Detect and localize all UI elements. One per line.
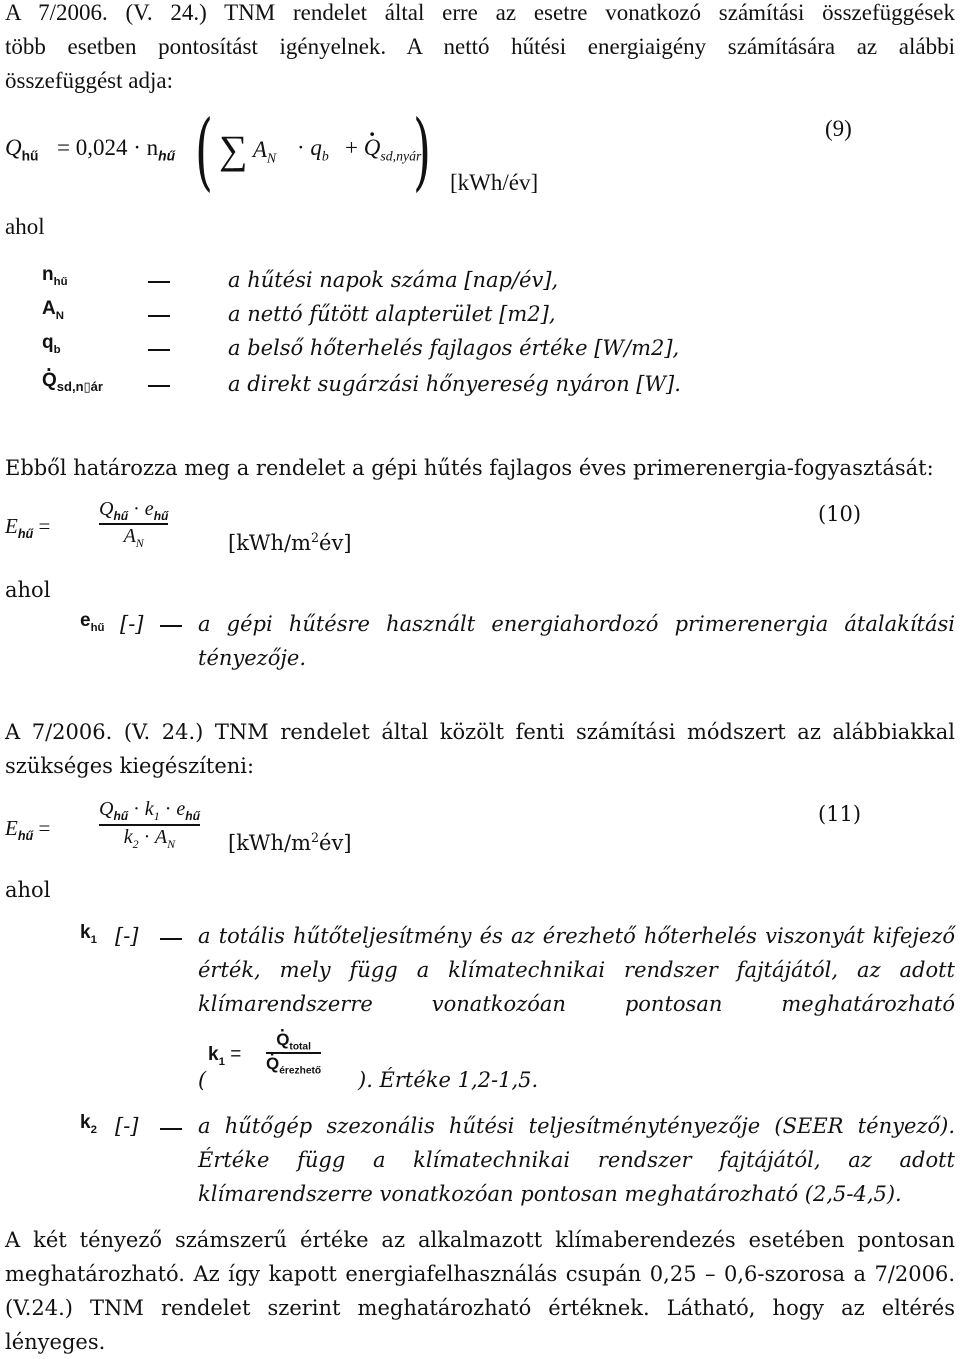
final-line-3: (V.24.) TNM rendelet szerint meghatározható értéknek. Látható, hogy az eltérés xyxy=(5,1296,955,1320)
def-k1-line-2: érték, mely függ a klímatechnikai rendszer fajtájától, az adott xyxy=(198,958,955,982)
def-q-b: a belső hőterhelés fajlagos értéke [W/m2], xyxy=(228,336,680,360)
intro-line-1: A 7/2006. (V. 24.) TNM rendelet által erre az esetre vonatkozó számítási összefüggések xyxy=(5,0,955,25)
bracket-k1: [-] xyxy=(115,924,139,948)
symbol-k1: $k_1$ xyxy=(80,922,97,946)
symbol-k2: $k_2$ xyxy=(80,1112,97,1136)
eq10-lhs: $E_{hű}$ = xyxy=(5,514,51,542)
def-k2-line-1: a hűtőgép szezonális hűtési teljesítménytényezője (SEER tényező). xyxy=(198,1114,955,1138)
symbol-n-hu: $n_{hű}$ xyxy=(42,264,68,288)
eq9-qsd: + · $Q_{sd,nyár}$ xyxy=(345,135,421,165)
final-line-4: lényeges. xyxy=(5,1330,106,1354)
eq11-number: (11) xyxy=(818,802,862,826)
def-k1-line-3: klímarendszerre vonatkozóan pontosan meghatározható xyxy=(198,992,955,1016)
eq11-numerator: $Q_{hű} \cdot k_1 \cdot e_{hű}$ xyxy=(99,798,200,823)
paragraph-3-line-1: A 7/2006. (V. 24.) TNM rendelet által közölt fenti számítási módszert az alábbiakkal xyxy=(5,720,955,744)
intro-line-2: több esetben pontosítást igényelnek. A nettó hűtési energiaigény számítására az alábbi xyxy=(5,34,955,59)
k1-inline-denominator: · $Q_{érezhető}$ xyxy=(266,1054,321,1076)
dash xyxy=(160,938,182,940)
k1-inline-fraction xyxy=(266,1030,321,1077)
eq11-denominator: $k_2 \cdot A_N$ xyxy=(123,826,176,851)
symbol-a-n: $A_N$ xyxy=(42,298,64,322)
dash xyxy=(148,385,170,387)
where-label-1: ahol xyxy=(5,214,45,239)
def-q-sd: a direkt sugárzási hőnyereség nyáron [W]. xyxy=(228,372,681,396)
dash xyxy=(148,349,170,351)
paragraph-2: Ebből határozza meg a rendelet a gépi hűtés fajlagos éves primerenergia-fogyasztását: xyxy=(5,456,934,480)
symbol-q-sd: · $Q_{sd,n▯ár}$ xyxy=(42,370,103,395)
symbol-e-hu: $e_{hű}$ xyxy=(80,610,105,634)
dash xyxy=(148,315,170,317)
def-k2-line-2: Értéke függ a klímatechnikai rendszer fajtájától, az adott xyxy=(198,1148,955,1172)
final-line-2: meghatározható. Az így kapott energiafelhasználás csupán 0,25 – 0,6-szorosa a 7/2006. xyxy=(5,1262,955,1286)
eq10-denominator: $A_N$ xyxy=(123,525,144,550)
eq9-lhs: $Q_{hű}$ xyxy=(5,135,39,164)
bracket-k2: [-] xyxy=(115,1114,139,1138)
def-k2-line-3: klímarendszerre vonatkozóan pontosan meghatározható (2,5-4,5). xyxy=(198,1182,902,1206)
def-e-hu-line-2: tényezője. xyxy=(198,646,307,670)
eq9-left-paren: ( xyxy=(195,102,214,200)
def-n-hu: a hűtési napok száma [nap/év], xyxy=(228,268,559,292)
eq9-right-paren: ) xyxy=(413,102,432,200)
def-a-n: a nettó fűtött alapterület [m2], xyxy=(228,302,556,326)
eq10-numerator: $Q_{hű} \cdot e_{hű}$ xyxy=(99,498,169,523)
final-line-1: A két tényező számszerű értéke az alkalmazott klímaberendezés esetében pontosan xyxy=(5,1228,955,1252)
paragraph-3-line-2: szükséges kiegészíteni: xyxy=(5,754,255,778)
eq9-unit: [kWh/év] xyxy=(450,170,539,195)
where-label-3: ahol xyxy=(5,878,51,902)
eq9-qb: · $q_b$ xyxy=(297,135,329,164)
dash xyxy=(160,625,182,627)
where-label-2: ahol xyxy=(5,578,51,602)
intro-line-3: összefüggést adja: xyxy=(5,68,173,93)
eq9-number: (9) xyxy=(825,116,852,141)
dash xyxy=(148,281,170,283)
paren-open: ( xyxy=(198,1068,207,1092)
def-k1-line-1: a totális hűtőteljesítmény és az érezhető hőterhelés viszonyát kifejező xyxy=(198,924,955,948)
bracket-e: [-] xyxy=(120,612,144,636)
k1-inline-lhs: $k_1$ = xyxy=(208,1044,242,1068)
eq11-lhs: $E_{hű}$ = xyxy=(5,816,51,844)
k1-value-range: ). Értéke 1,2-1,5. xyxy=(358,1068,539,1092)
symbol-q-b: $q_b$ xyxy=(42,332,61,356)
eq10-number: (10) xyxy=(818,502,862,526)
eq11-fraction xyxy=(99,798,200,852)
eq10-unit: $[kWh/m^2év]$ xyxy=(228,530,352,555)
eq10-fraction xyxy=(99,498,168,551)
k1-inline-numerator: · $Q_{total}$ xyxy=(276,1030,311,1052)
dash xyxy=(160,1128,182,1130)
def-e-hu-line-1: a gépi hűtésre használt energiahordozó primerenergia átalakítási xyxy=(198,612,955,636)
eq11-unit: $[kWh/m^2év]$ xyxy=(228,830,352,855)
eq9-sum-term: ∑ $A_N$ xyxy=(219,127,277,172)
eq9-coefficient: = $0,024 \cdot n_{hű}$ xyxy=(57,135,175,164)
